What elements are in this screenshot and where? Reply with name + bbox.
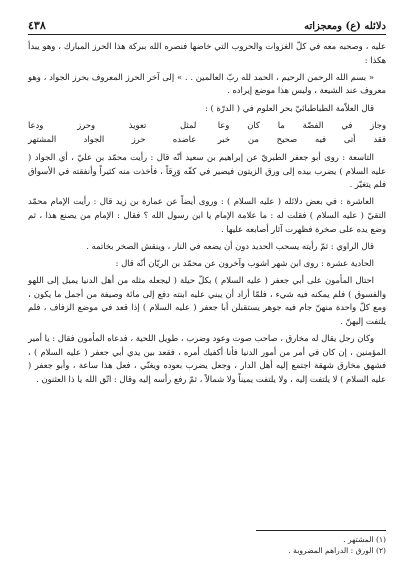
paragraph: قال الراوي : ثمّ رأيته يسحب الحديد دون أن يضعه في النار ، وينقش الصخر بخاتمه . [86, 240, 374, 251]
paragraph: احتال المأمون على أبي جعفر ( عليه السلام ) بكلّ حيلة ( ليجعله مثله من أهل الدنيا يميل إلى اللهو والفسوق ) فلم يمكنه فيه شيء ، فلمّا أراد أن يبني عليه ابنته دفع إلى مائة وصيفة من أجمل ما يكون ، ومع كلّ واحدة منهنّ جام فيه جوهر يستقبلن أبا جعفر ( عليه السلام ) إذا قعد في موضع الزفاف ، فلم يلتفت إليهنّ . [28, 275, 386, 326]
verse-hemistich: فقد أتى فيه صحيح من خبر [217, 134, 386, 145]
paragraph: الحادية عشرة : روى ابن شهر اشوب وآخرون عن محمّد بن الريّان أنّه قال : [115, 257, 374, 268]
footnote: (١) المشتهر . [343, 535, 386, 544]
paragraph: التاسعة : روى أبو جعفر الطبريّ عن إبراهيم بن سعيد أنّه قال : رأيت محمّد بن عليّ ، أي الجواد ( عليه السلام ) يضرب بيده إلى ورق الزيتون فيصير في كفّه وَرِقاً ، فأخذت منه كثيراً وأنفقته في الأسواق فلم يتغيّر . [28, 151, 386, 190]
paragraph: قال العلاّمة الطباطبائيّ بحر العلوم في ( الدرّة ) : [205, 102, 374, 113]
paragraph: العاشرة : في بعض دلائله ( عليه السلام ) : وروى أيضاً عن عمارة بن زيد قال : رأيت الإمام محمّد التقيّ ( عليه السلام ) فقلت له : ما علامة الإمام يا ابن رسول الله ؟ فقال : الإمام من يصنع هذا ، ثم وضع يده على صخرة فظهرت آثار أصابعه عليها . [28, 196, 386, 234]
paragraph: « بسم الله الرحمن الرحيم ، الحمد لله ربّ العالمين . . » إلى آخر الحرز المعروف بحرز الجواد ، وهو معروف عند الشيعة ، وليس هذا موضع إيراده . [28, 71, 386, 96]
verse-line [28, 133, 386, 147]
paragraph: وكان رجل يقال له مخارق ، صاحب صوت وعود وضرب ، طويل اللحية ، فدعاه المأمون فقال : يا أمير المؤمنين ، إن كان في أمر من أمور الدنيا فأنا أكفيك أمره ، فقعد بين يدي أبي جعفر ( عليه السلام ) ، فشهق مخارق شهقة اجتمع إليه أهل الدار ، وجعل يضرب بعوده ويغنّي ، فعل هذا ساعة ، وأبو جعفر ( عليه السلام ) لا يلتفت إليه ، ولا يلتفت يميناً ولا شمالاً ، ثمّ رفع رأسه إليه وقال : اتّق الله يا ذا العثنون . [28, 333, 386, 384]
paragraph: عليه ، وصحبه معه في كلّ الغزوات والحروب التي خاضها فنصره الله ببركة هذا الحرز المبارك ، وهو يبدأ هكذا : [28, 41, 386, 65]
verse-hemistich: وجاز في الفضّة ما كان وعا [217, 119, 386, 130]
footnote: (٢) الورق : الدراهم المضروبة . [288, 546, 386, 555]
body-text [28, 40, 386, 390]
footnotes [288, 534, 386, 556]
verse-hemistich: عاضده حرز الجواد المشتهر [28, 134, 197, 145]
footnote-divider [256, 530, 386, 531]
running-title: دلائله (ع) ومعجزاته [304, 21, 386, 32]
verse-line [28, 119, 386, 133]
verse-hemistich: لمثل تعويذ وحرز ودعا [28, 119, 197, 130]
page-header [28, 12, 386, 35]
page-number: ٤٣٨ [28, 19, 46, 32]
